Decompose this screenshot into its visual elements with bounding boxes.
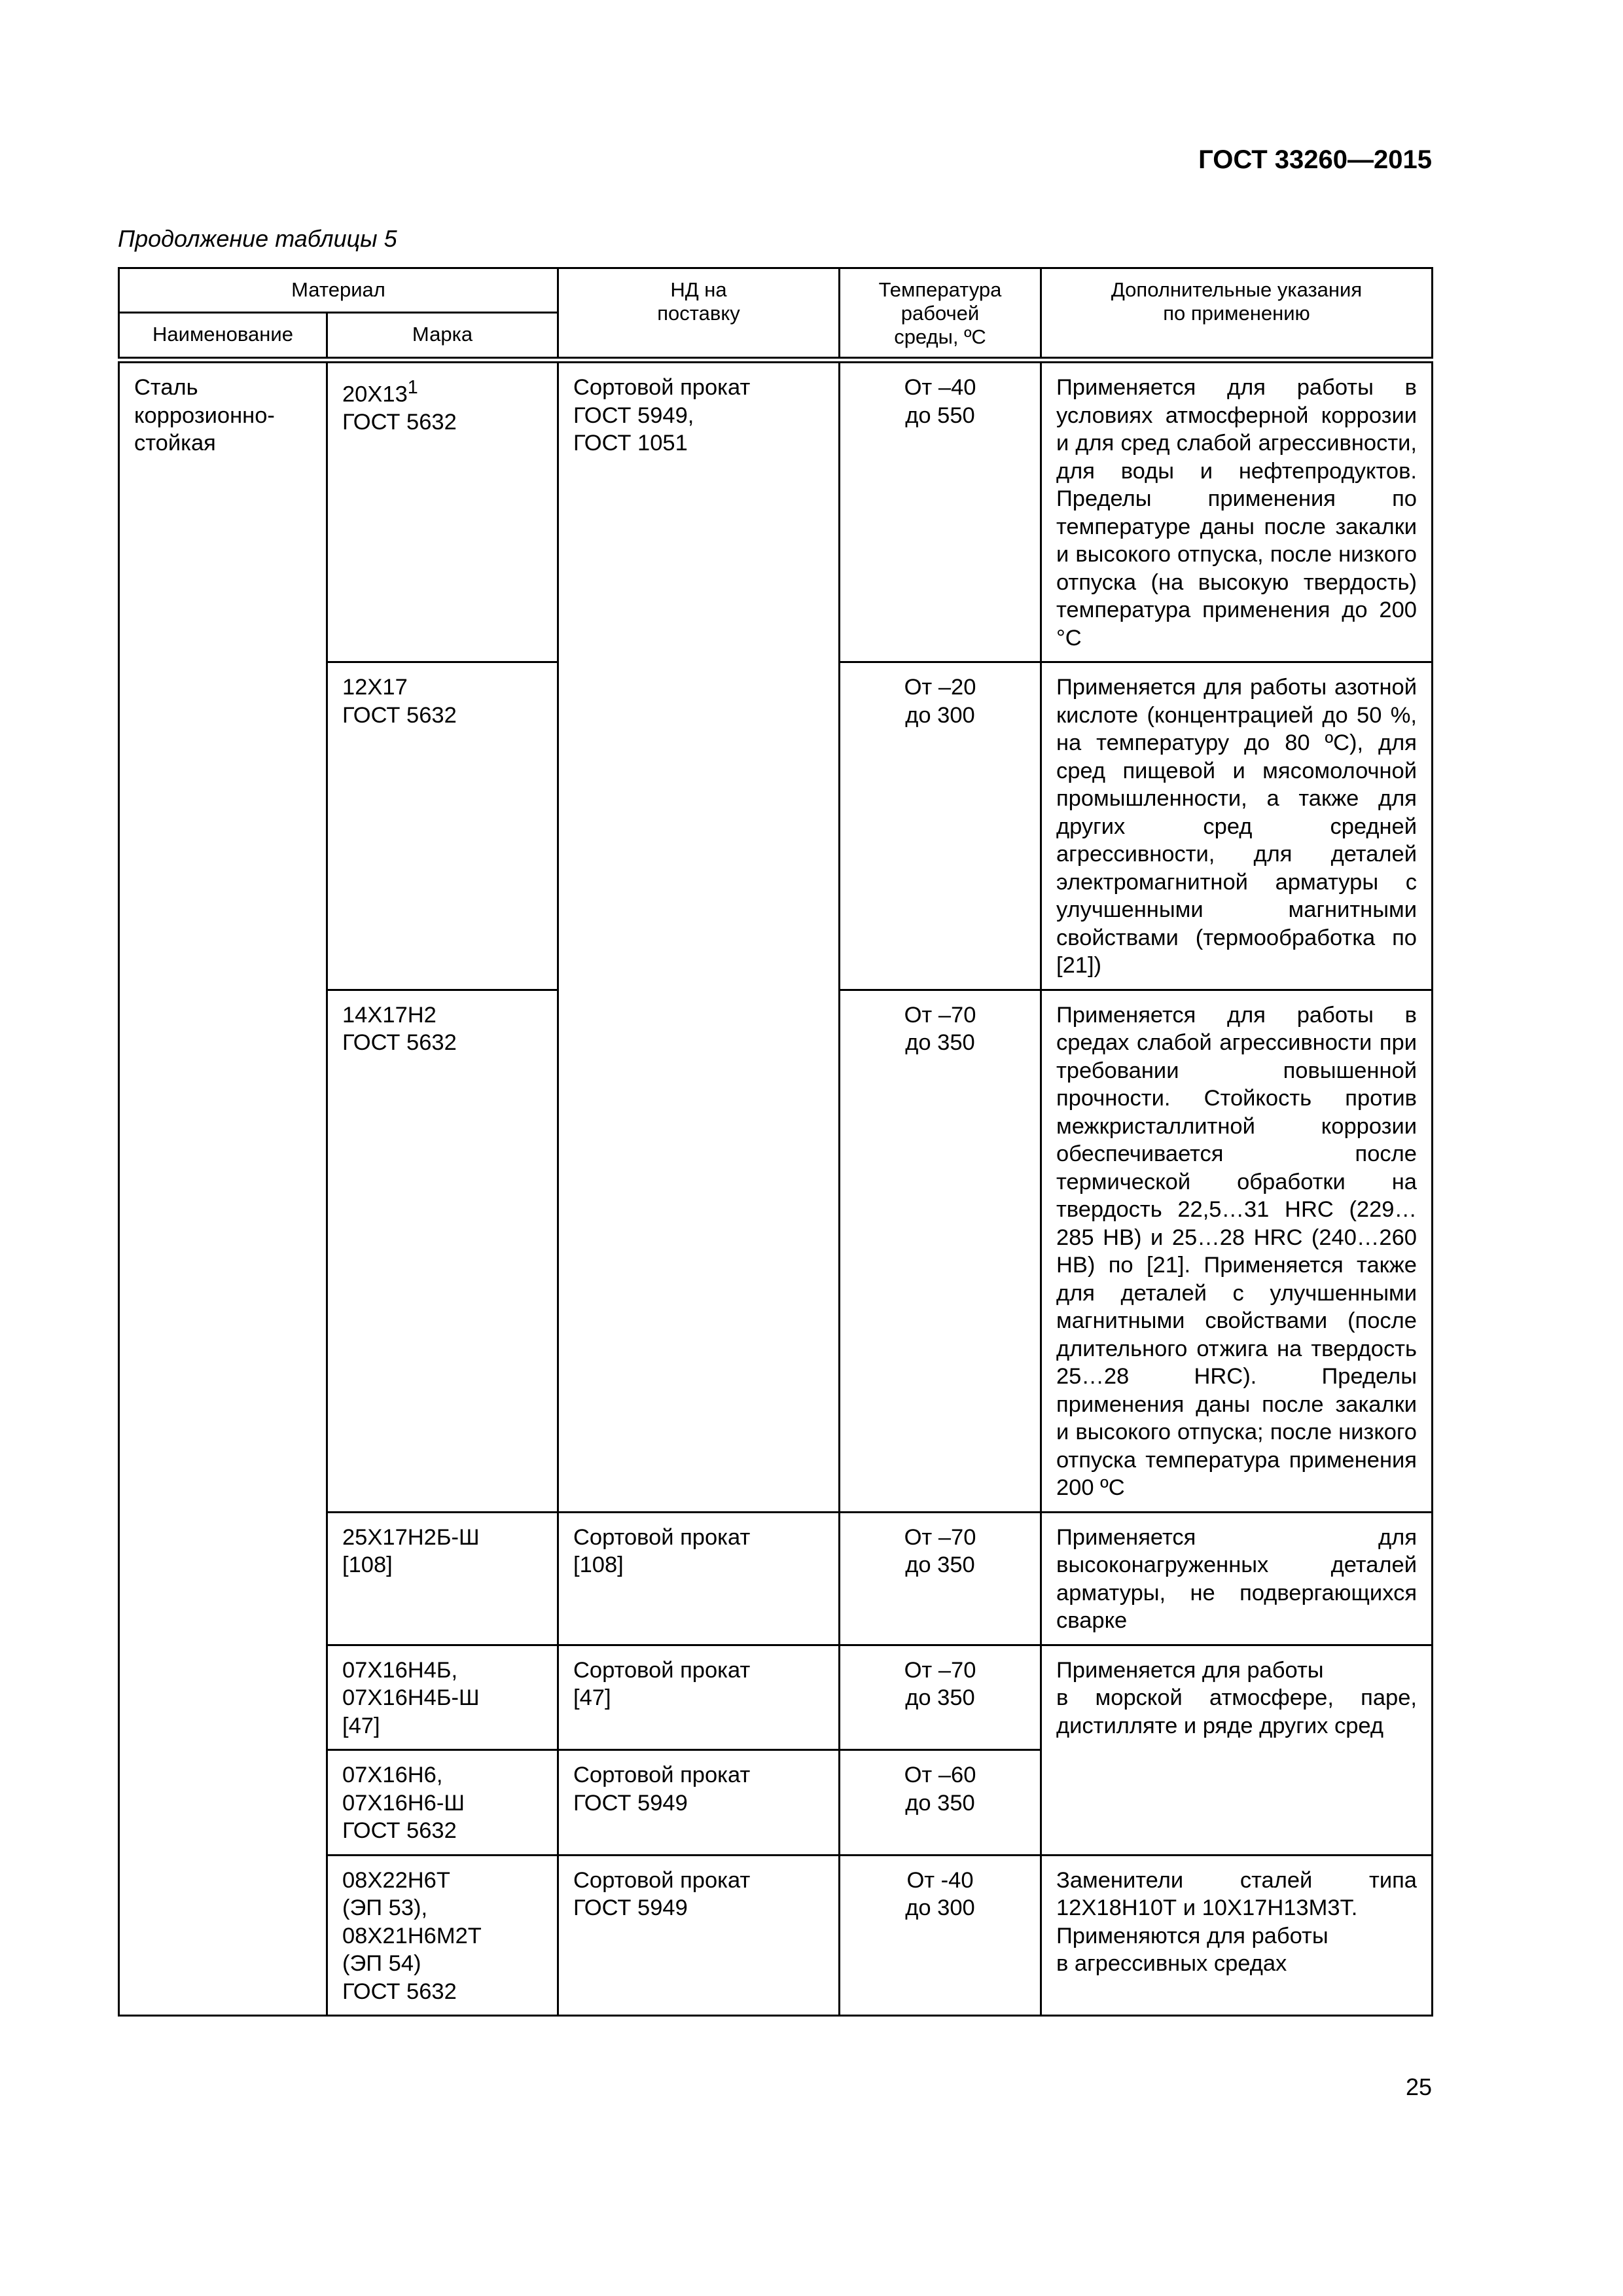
table-row [119, 360, 1433, 662]
table-caption: Продолжение таблицы 5 [118, 225, 397, 252]
grade-cell: 12Х17 ГОСТ 5632 [327, 662, 558, 990]
nd-cell: Сортовой прокат [47] [558, 1645, 840, 1750]
notes-cell: Применяется для работы в средах слабой агрессивности при требовании повышенной прочности. Стойкость против межкристаллитной коррозии обеспечивается после термической обработки на твердость 22,5…31 HRC (229…285 HB) и 25…28 HRC (240…260 HB) по [21]. Применяется также для деталей с улучшенными магнитными свойствами (после длительного отжига на твердость 25…28 HRC). Пределы применения даны после закалки и высокого отпуска; после низкого отпуска температура применения 200 ºС [1041, 990, 1433, 1512]
grade-standard: ГОСТ 5632 [342, 410, 457, 435]
header-notes: Дополнительные указания по применению [1041, 268, 1433, 361]
nd-cell: Сортовой прокат [108] [558, 1512, 840, 1645]
grade-cell: 14Х17Н2 ГОСТ 5632 [327, 990, 558, 1512]
temperature-cell: От –40 до 550 [840, 360, 1041, 662]
materials-table [118, 267, 1433, 2017]
document-header: ГОСТ 33260—2015 [1198, 145, 1432, 174]
grade-cell: 25Х17Н2Б-Ш [108] [327, 1512, 558, 1645]
nd-cell: Сортовой прокат ГОСТ 5949 [558, 1855, 840, 2016]
header-temperature: Температура рабочей среды, ºС [840, 268, 1041, 361]
notes-cell: Заменители сталей типа 12Х18Н10Т и 10Х17Н13М3Т. Применяются для работы в агрессивных средах [1041, 1855, 1433, 2016]
grade-footnote-mark: 1 [407, 377, 418, 398]
grade-cell: 08Х22Н6Т (ЭП 53), 08Х21Н6М2Т (ЭП 54) ГОСТ 5632 [327, 1855, 558, 2016]
grade-cell [327, 360, 558, 662]
header-grade: Марка [327, 313, 558, 360]
nd-cell: Сортовой прокат ГОСТ 5949, ГОСТ 1051 [558, 360, 840, 1512]
temperature-cell: От -40 до 300 [840, 1855, 1041, 2016]
grade-main: 20Х13 [342, 382, 408, 407]
temperature-cell: От –70 до 350 [840, 1512, 1041, 1645]
material-name-cell: Сталь коррозионно- стойкая [119, 360, 327, 2016]
notes-cell: Применяется для работы в условиях атмосферной коррозии и для сред слабой агрессивности, для воды и нефтепродуктов. Пределы применения по температуре даны после закалки и высокого отпуска, после низкого отпуска (на высокую твердость) температура применения до 200 °С [1041, 360, 1433, 662]
table-header-row [119, 268, 1433, 313]
page-number: 25 [1405, 2073, 1432, 2100]
grade-cell: 07Х16Н4Б, 07Х16Н4Б-Ш [47] [327, 1645, 558, 1750]
header-material: Материал [119, 268, 558, 313]
notes-cell: Применяется для высоконагруженных деталей арматуры, не подвергающихся сварке [1041, 1512, 1433, 1645]
header-name: Наименование [119, 313, 327, 360]
temperature-cell: От –70 до 350 [840, 1645, 1041, 1750]
grade-cell: 07Х16Н6, 07Х16Н6-Ш ГОСТ 5632 [327, 1750, 558, 1856]
header-nd: НД на поставку [558, 268, 840, 361]
temperature-cell: От –20 до 300 [840, 662, 1041, 990]
notes-cell: Применяется для работы в морской атмосфере, паре, дистилляте и ряде других сред [1041, 1645, 1433, 1855]
nd-cell: Сортовой прокат ГОСТ 5949 [558, 1750, 840, 1856]
temperature-cell: От –70 до 350 [840, 990, 1041, 1512]
notes-cell: Применяется для работы азотной кислоте (концентрацией до 50 %, на температуру до 80 ºС), для сред пищевой и мясомолочной промышленности, а также для других сред средней агрессивности, для деталей электромагнитной арматуры с улучшенными магнитными свойствами (термообработка по [21]) [1041, 662, 1433, 990]
temperature-cell: От –60 до 350 [840, 1750, 1041, 1856]
